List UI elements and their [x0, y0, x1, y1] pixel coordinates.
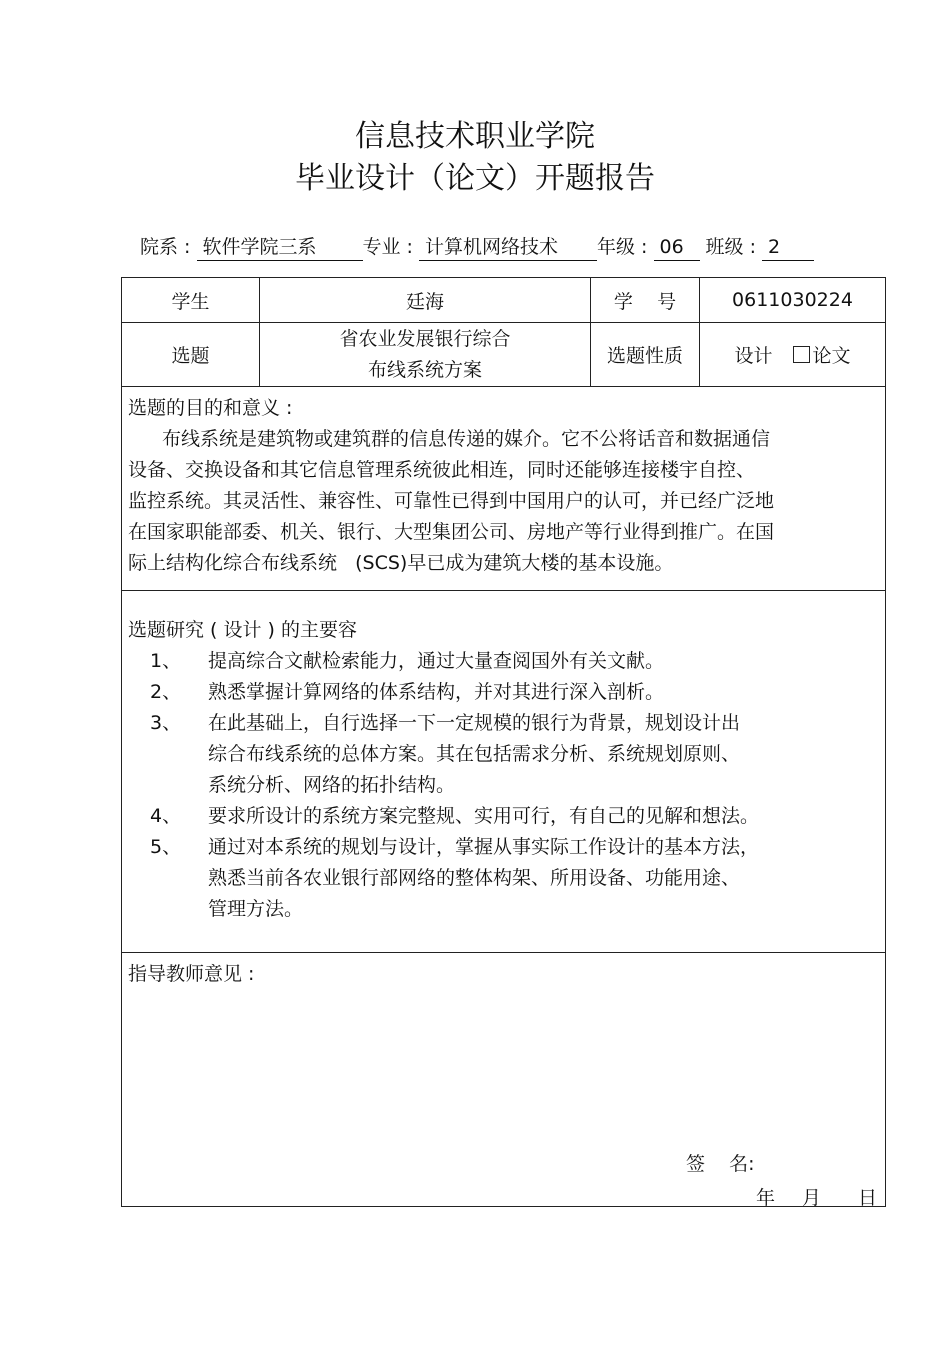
topic-label: 选题 — [122, 323, 260, 387]
item-number: 5、 — [150, 836, 182, 858]
item-text: 熟悉掌握计算网络的体系结构，并对其进行深入剖析。 — [208, 681, 665, 703]
purpose-heading: 选题的目的和意义 : — [128, 397, 293, 419]
content-item — [128, 801, 879, 832]
design-option: 设计 — [734, 345, 773, 367]
date-day-label: 日 — [858, 1187, 878, 1209]
item-text: 提高综合文献检索能力，通过大量查阅国外有关文献。 — [208, 650, 665, 672]
student-label: 学生 — [122, 278, 260, 323]
item-text: 综合布线系统的总体方案。其在包括需求分析、系统规划原则、 — [208, 743, 741, 765]
class-value: 2 — [762, 234, 814, 261]
item-text: 要求所设计的系统方案完整规、实用可行，有自己的见解和想法。 — [208, 805, 760, 827]
student-id-value: 0611030224 — [700, 278, 886, 323]
item-number: 4、 — [150, 805, 182, 827]
purpose-line: 监控系统。其灵活性、兼容性、可靠性已得到中国用户的认可，并已经广泛地 — [128, 490, 775, 512]
document-subtitle: 毕业设计（论文）开题报告 — [295, 161, 655, 196]
content-item — [128, 832, 879, 925]
grade-value: 06 — [654, 234, 700, 261]
major-value: 计算机网络技术 — [419, 234, 597, 261]
major-label: 专业 : — [362, 236, 413, 258]
topic-line: 布线系统方案 — [367, 358, 482, 381]
purpose-line: 布线系统是建筑物或建筑群的信息传递的媒介。它不公将话音和数据通信 — [162, 428, 771, 450]
class-label: 班级 : — [705, 236, 756, 258]
advisor-section — [122, 953, 886, 1207]
dept-value: 软件学院三系 — [197, 234, 363, 261]
content-item — [128, 646, 879, 677]
thesis-option: 论文 — [812, 345, 851, 367]
dept-label: 院系 : — [140, 236, 191, 258]
signature-label: 签 名: — [686, 1153, 755, 1175]
grade-label: 年级 : — [597, 236, 648, 258]
student-name: 廷海 — [260, 278, 591, 323]
item-text: 在此基础上，自行选择一下一定规模的银行为背景，规划设计出 — [208, 712, 741, 734]
thesis-checkbox[interactable] — [793, 346, 810, 363]
item-text: 管理方法。 — [208, 898, 304, 920]
purpose-line: 在国家职能部委、机关、银行、大型集团公司、房地产等行业得到推广。在国 — [128, 521, 775, 543]
student-id-label: 学 号 — [591, 278, 700, 323]
purpose-line: 设备、交换设备和其它信息管理系统彼此相连，同时还能够连接楼宇自控、 — [128, 459, 756, 481]
item-text: 通过对本系统的规划与设计，掌握从事实际工作设计的基本方法， — [208, 836, 760, 858]
item-number: 3、 — [150, 712, 182, 734]
content-heading: 选题研究 ( 设计 ) 的主要容 — [128, 619, 357, 641]
topic-nature-label: 选题性质 — [591, 323, 700, 387]
content-section — [122, 591, 886, 953]
item-text: 系统分析、网络的拓扑结构。 — [208, 774, 456, 796]
advisor-heading: 指导教师意见 : — [128, 963, 255, 985]
topic-value — [260, 323, 591, 387]
content-item — [128, 677, 879, 708]
topic-line: 省农业发展银行综合 — [339, 327, 511, 350]
item-number: 1、 — [150, 650, 182, 672]
topic-nature-value — [700, 323, 886, 387]
date-year-label: 年 — [756, 1187, 776, 1209]
item-text: 熟悉当前各农业银行部网络的整体构架、所用设备、功能用途、 — [208, 867, 741, 889]
document-title: 信息技术职业学院 — [355, 119, 595, 154]
purpose-section — [122, 387, 886, 591]
meta-line — [140, 233, 814, 261]
report-table — [121, 277, 886, 1207]
purpose-line: 际上结构化综合布线系统 (SCS)早已成为建筑大楼的基本设施。 — [128, 552, 674, 574]
item-number: 2、 — [150, 681, 182, 703]
date-month-label: 月 — [802, 1187, 822, 1209]
content-item — [128, 708, 879, 801]
